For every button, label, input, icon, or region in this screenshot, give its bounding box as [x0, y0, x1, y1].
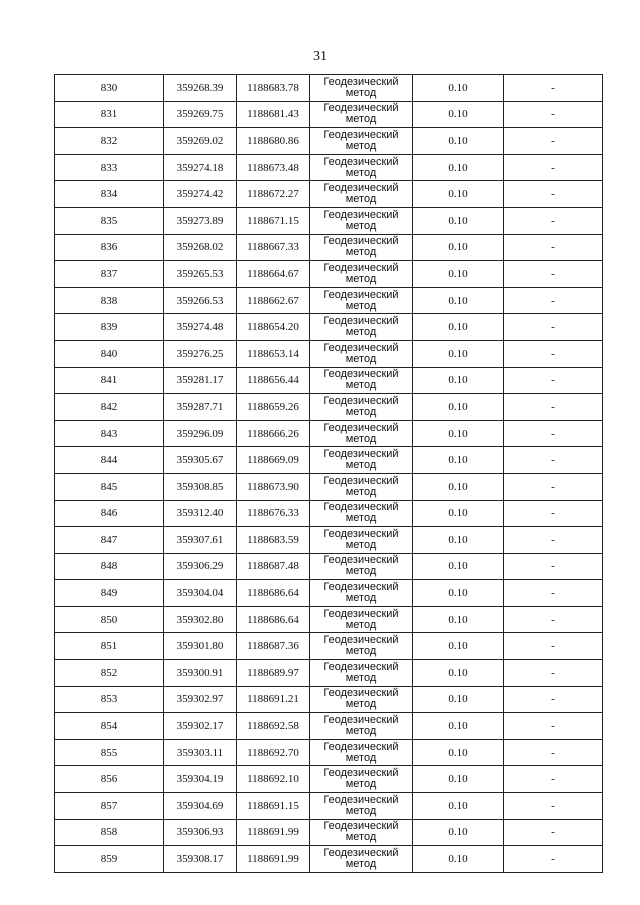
method-text: Геодезический метод [323, 793, 399, 817]
note-cell: - [504, 527, 603, 554]
method-cell [310, 101, 413, 128]
method-cell [310, 500, 413, 527]
y-coordinate-cell: 1188680.86 [237, 128, 310, 155]
table-row [55, 367, 603, 394]
table-row [55, 340, 603, 367]
x-coordinate-cell: 359302.97 [164, 686, 237, 713]
method-cell [310, 75, 413, 102]
accuracy-cell: 0.10 [413, 207, 504, 234]
method-cell [310, 234, 413, 261]
note-cell: - [504, 766, 603, 793]
accuracy-cell: 0.10 [413, 527, 504, 554]
x-coordinate-cell: 359276.25 [164, 340, 237, 367]
table-row [55, 75, 603, 102]
method-cell [310, 473, 413, 500]
method-text: Геодезический метод [323, 208, 399, 232]
method-cell [310, 207, 413, 234]
point-number-cell: 838 [55, 287, 164, 314]
method-cell [310, 420, 413, 447]
accuracy-cell: 0.10 [413, 766, 504, 793]
table-row [55, 633, 603, 660]
x-coordinate-cell: 359274.48 [164, 314, 237, 341]
x-coordinate-cell: 359308.17 [164, 846, 237, 873]
method-text: Геодезический метод [323, 288, 399, 312]
method-cell [310, 606, 413, 633]
y-coordinate-cell: 1188687.48 [237, 553, 310, 580]
note-cell: - [504, 500, 603, 527]
x-coordinate-cell: 359301.80 [164, 633, 237, 660]
note-cell: - [504, 633, 603, 660]
accuracy-cell: 0.10 [413, 500, 504, 527]
table-row [55, 553, 603, 580]
table-row [55, 154, 603, 181]
y-coordinate-cell: 1188656.44 [237, 367, 310, 394]
x-coordinate-cell: 359268.39 [164, 75, 237, 102]
method-cell [310, 580, 413, 607]
table-row [55, 766, 603, 793]
method-text: Геодезический метод [323, 448, 399, 472]
y-coordinate-cell: 1188667.33 [237, 234, 310, 261]
table-row [55, 686, 603, 713]
y-coordinate-cell: 1188666.26 [237, 420, 310, 447]
note-cell: - [504, 660, 603, 687]
method-cell [310, 793, 413, 820]
method-cell [310, 128, 413, 155]
method-text: Геодезический метод [323, 767, 399, 791]
method-text: Геодезический метод [323, 421, 399, 445]
y-coordinate-cell: 1188669.09 [237, 447, 310, 474]
point-number-cell: 859 [55, 846, 164, 873]
point-number-cell: 850 [55, 606, 164, 633]
table-row [55, 234, 603, 261]
x-coordinate-cell: 359269.02 [164, 128, 237, 155]
accuracy-cell: 0.10 [413, 234, 504, 261]
x-coordinate-cell: 359306.29 [164, 553, 237, 580]
method-cell [310, 686, 413, 713]
note-cell: - [504, 367, 603, 394]
method-cell [310, 713, 413, 740]
x-coordinate-cell: 359296.09 [164, 420, 237, 447]
point-number-cell: 836 [55, 234, 164, 261]
method-cell [310, 660, 413, 687]
point-number-cell: 844 [55, 447, 164, 474]
page-number: 31 [313, 49, 327, 64]
point-number-cell: 840 [55, 340, 164, 367]
note-cell: - [504, 75, 603, 102]
point-number-cell: 852 [55, 660, 164, 687]
accuracy-cell: 0.10 [413, 261, 504, 288]
table-row [55, 101, 603, 128]
method-text: Геодезический метод [323, 527, 399, 551]
note-cell: - [504, 846, 603, 873]
accuracy-cell: 0.10 [413, 819, 504, 846]
table-row [55, 473, 603, 500]
note-cell: - [504, 447, 603, 474]
method-cell [310, 287, 413, 314]
point-number-cell: 830 [55, 75, 164, 102]
point-number-cell: 839 [55, 314, 164, 341]
y-coordinate-cell: 1188664.67 [237, 261, 310, 288]
method-text: Геодезический метод [323, 554, 399, 578]
note-cell: - [504, 420, 603, 447]
x-coordinate-cell: 359265.53 [164, 261, 237, 288]
coordinates-table-body [55, 75, 603, 873]
point-number-cell: 855 [55, 739, 164, 766]
y-coordinate-cell: 1188672.27 [237, 181, 310, 208]
x-coordinate-cell: 359306.93 [164, 819, 237, 846]
y-coordinate-cell: 1188686.64 [237, 580, 310, 607]
note-cell: - [504, 819, 603, 846]
y-coordinate-cell: 1188686.64 [237, 606, 310, 633]
y-coordinate-cell: 1188654.20 [237, 314, 310, 341]
method-text: Геодезический метод [323, 128, 399, 152]
coordinates-table [54, 74, 603, 873]
method-text: Геодезический метод [323, 634, 399, 658]
table-row [55, 207, 603, 234]
method-cell [310, 367, 413, 394]
method-text: Геодезический метод [323, 820, 399, 844]
x-coordinate-cell: 359274.42 [164, 181, 237, 208]
accuracy-cell: 0.10 [413, 713, 504, 740]
y-coordinate-cell: 1188671.15 [237, 207, 310, 234]
method-cell [310, 314, 413, 341]
note-cell: - [504, 154, 603, 181]
method-text: Геодезический метод [323, 102, 399, 126]
note-cell: - [504, 394, 603, 421]
method-text: Геодезический метод [323, 394, 399, 418]
table-row [55, 394, 603, 421]
accuracy-cell: 0.10 [413, 154, 504, 181]
y-coordinate-cell: 1188687.36 [237, 633, 310, 660]
table-row [55, 819, 603, 846]
point-number-cell: 854 [55, 713, 164, 740]
table-row [55, 500, 603, 527]
y-coordinate-cell: 1188662.67 [237, 287, 310, 314]
y-coordinate-cell: 1188691.99 [237, 819, 310, 846]
y-coordinate-cell: 1188683.78 [237, 75, 310, 102]
note-cell: - [504, 314, 603, 341]
x-coordinate-cell: 359274.18 [164, 154, 237, 181]
x-coordinate-cell: 359302.80 [164, 606, 237, 633]
method-cell [310, 766, 413, 793]
x-coordinate-cell: 359287.71 [164, 394, 237, 421]
table-row [55, 846, 603, 873]
method-text: Геодезический метод [323, 368, 399, 392]
accuracy-cell: 0.10 [413, 394, 504, 421]
method-cell [310, 739, 413, 766]
accuracy-cell: 0.10 [413, 580, 504, 607]
method-text: Геодезический метод [323, 182, 399, 206]
note-cell: - [504, 234, 603, 261]
method-cell [310, 340, 413, 367]
method-text: Геодезический метод [323, 847, 399, 871]
accuracy-cell: 0.10 [413, 846, 504, 873]
accuracy-cell: 0.10 [413, 686, 504, 713]
method-text: Геодезический метод [323, 261, 399, 285]
y-coordinate-cell: 1188683.59 [237, 527, 310, 554]
table-row [55, 606, 603, 633]
table-row [55, 314, 603, 341]
point-number-cell: 857 [55, 793, 164, 820]
accuracy-cell: 0.10 [413, 553, 504, 580]
y-coordinate-cell: 1188653.14 [237, 340, 310, 367]
method-cell [310, 633, 413, 660]
point-number-cell: 837 [55, 261, 164, 288]
accuracy-cell: 0.10 [413, 793, 504, 820]
table-row [55, 261, 603, 288]
x-coordinate-cell: 359305.67 [164, 447, 237, 474]
point-number-cell: 832 [55, 128, 164, 155]
accuracy-cell: 0.10 [413, 447, 504, 474]
method-text: Геодезический метод [323, 75, 399, 99]
method-cell [310, 553, 413, 580]
y-coordinate-cell: 1188673.48 [237, 154, 310, 181]
accuracy-cell: 0.10 [413, 287, 504, 314]
accuracy-cell: 0.10 [413, 181, 504, 208]
note-cell: - [504, 287, 603, 314]
accuracy-cell: 0.10 [413, 606, 504, 633]
note-cell: - [504, 340, 603, 367]
accuracy-cell: 0.10 [413, 420, 504, 447]
x-coordinate-cell: 359308.85 [164, 473, 237, 500]
method-cell [310, 447, 413, 474]
method-cell [310, 527, 413, 554]
x-coordinate-cell: 359273.89 [164, 207, 237, 234]
y-coordinate-cell: 1188692.10 [237, 766, 310, 793]
x-coordinate-cell: 359304.19 [164, 766, 237, 793]
method-text: Геодезический метод [323, 581, 399, 605]
method-text: Геодезический метод [323, 501, 399, 525]
y-coordinate-cell: 1188689.97 [237, 660, 310, 687]
point-number-cell: 842 [55, 394, 164, 421]
accuracy-cell: 0.10 [413, 660, 504, 687]
accuracy-cell: 0.10 [413, 473, 504, 500]
note-cell: - [504, 553, 603, 580]
method-cell [310, 394, 413, 421]
point-number-cell: 848 [55, 553, 164, 580]
method-text: Геодезический метод [323, 341, 399, 365]
y-coordinate-cell: 1188673.90 [237, 473, 310, 500]
point-number-cell: 851 [55, 633, 164, 660]
table-row [55, 420, 603, 447]
point-number-cell: 834 [55, 181, 164, 208]
method-text: Геодезический метод [323, 660, 399, 684]
note-cell: - [504, 686, 603, 713]
accuracy-cell: 0.10 [413, 739, 504, 766]
method-cell [310, 846, 413, 873]
method-cell [310, 819, 413, 846]
x-coordinate-cell: 359266.53 [164, 287, 237, 314]
table-row [55, 128, 603, 155]
method-text: Геодезический метод [323, 714, 399, 738]
note-cell: - [504, 101, 603, 128]
y-coordinate-cell: 1188691.21 [237, 686, 310, 713]
table-row [55, 287, 603, 314]
x-coordinate-cell: 359303.11 [164, 739, 237, 766]
method-text: Геодезический метод [323, 740, 399, 764]
y-coordinate-cell: 1188691.99 [237, 846, 310, 873]
method-text: Геодезический метод [323, 315, 399, 339]
x-coordinate-cell: 359304.04 [164, 580, 237, 607]
note-cell: - [504, 181, 603, 208]
table-row [55, 739, 603, 766]
x-coordinate-cell: 359312.40 [164, 500, 237, 527]
note-cell: - [504, 793, 603, 820]
accuracy-cell: 0.10 [413, 633, 504, 660]
note-cell: - [504, 580, 603, 607]
accuracy-cell: 0.10 [413, 128, 504, 155]
accuracy-cell: 0.10 [413, 367, 504, 394]
method-text: Геодезический метод [323, 235, 399, 259]
point-number-cell: 843 [55, 420, 164, 447]
y-coordinate-cell: 1188692.58 [237, 713, 310, 740]
note-cell: - [504, 207, 603, 234]
method-text: Геодезический метод [323, 687, 399, 711]
table-row [55, 713, 603, 740]
point-number-cell: 849 [55, 580, 164, 607]
point-number-cell: 833 [55, 154, 164, 181]
note-cell: - [504, 606, 603, 633]
note-cell: - [504, 473, 603, 500]
x-coordinate-cell: 359281.17 [164, 367, 237, 394]
x-coordinate-cell: 359300.91 [164, 660, 237, 687]
table-row [55, 793, 603, 820]
table-row [55, 447, 603, 474]
method-text: Геодезический метод [323, 474, 399, 498]
x-coordinate-cell: 359304.69 [164, 793, 237, 820]
y-coordinate-cell: 1188691.15 [237, 793, 310, 820]
accuracy-cell: 0.10 [413, 75, 504, 102]
x-coordinate-cell: 359269.75 [164, 101, 237, 128]
point-number-cell: 847 [55, 527, 164, 554]
method-cell [310, 181, 413, 208]
y-coordinate-cell: 1188659.26 [237, 394, 310, 421]
point-number-cell: 846 [55, 500, 164, 527]
method-cell [310, 154, 413, 181]
table-row [55, 181, 603, 208]
method-cell [310, 261, 413, 288]
point-number-cell: 841 [55, 367, 164, 394]
table-row [55, 660, 603, 687]
y-coordinate-cell: 1188692.70 [237, 739, 310, 766]
note-cell: - [504, 713, 603, 740]
accuracy-cell: 0.10 [413, 340, 504, 367]
point-number-cell: 835 [55, 207, 164, 234]
table-row [55, 580, 603, 607]
point-number-cell: 845 [55, 473, 164, 500]
accuracy-cell: 0.10 [413, 101, 504, 128]
note-cell: - [504, 128, 603, 155]
method-text: Геодезический метод [323, 155, 399, 179]
y-coordinate-cell: 1188676.33 [237, 500, 310, 527]
method-text: Геодезический метод [323, 607, 399, 631]
x-coordinate-cell: 359302.17 [164, 713, 237, 740]
table-row [55, 527, 603, 554]
accuracy-cell: 0.10 [413, 314, 504, 341]
note-cell: - [504, 261, 603, 288]
point-number-cell: 858 [55, 819, 164, 846]
x-coordinate-cell: 359268.02 [164, 234, 237, 261]
note-cell: - [504, 739, 603, 766]
x-coordinate-cell: 359307.61 [164, 527, 237, 554]
y-coordinate-cell: 1188681.43 [237, 101, 310, 128]
point-number-cell: 856 [55, 766, 164, 793]
point-number-cell: 853 [55, 686, 164, 713]
point-number-cell: 831 [55, 101, 164, 128]
